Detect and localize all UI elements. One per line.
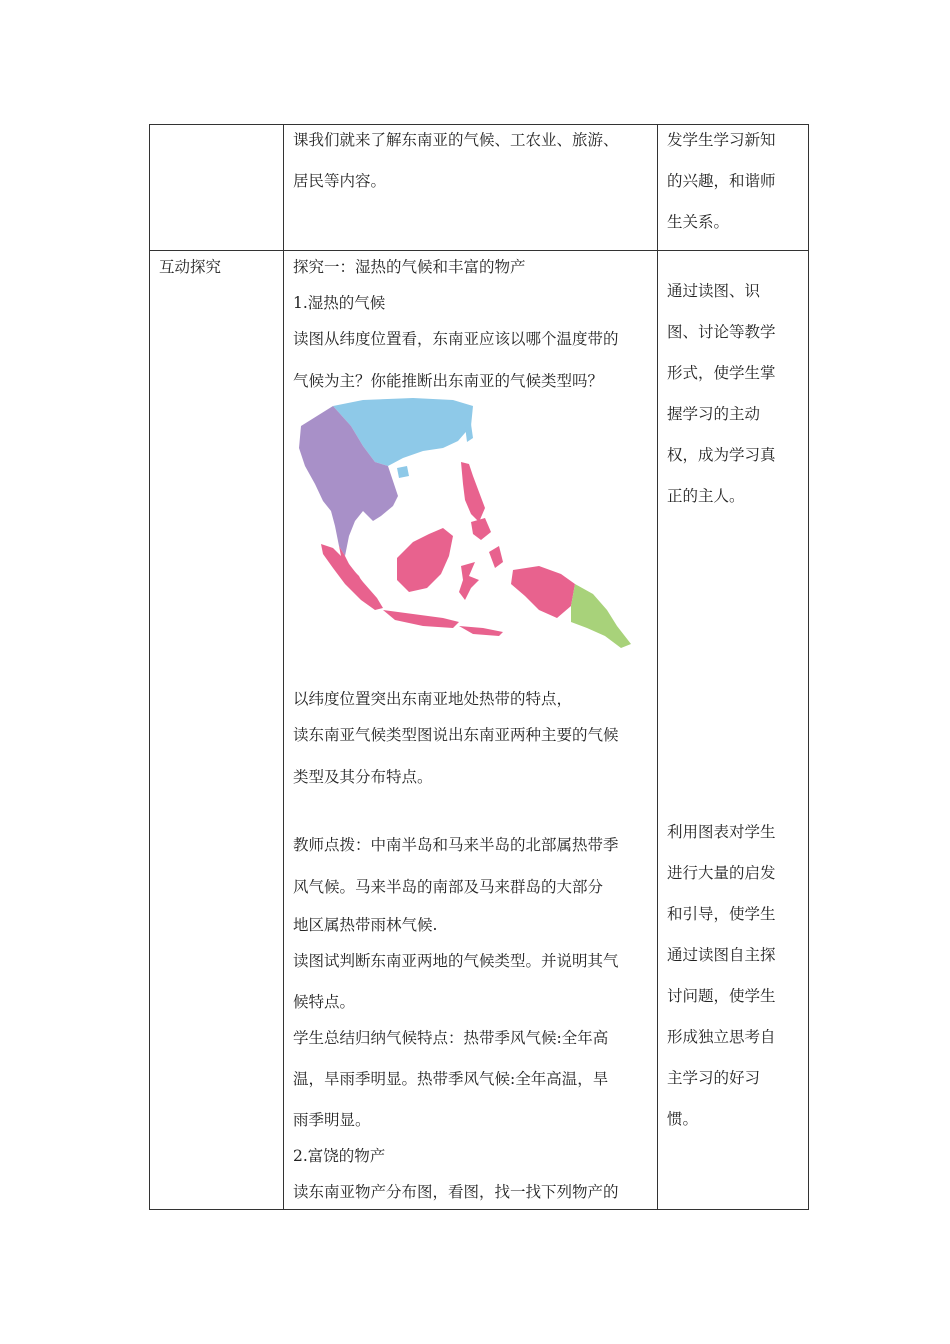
text-line: 讨问题，使学生 (667, 987, 776, 1005)
text-line: 读图从纬度位置看，东南亚应该以哪个温度带的 (293, 330, 619, 348)
papua-new-guinea (571, 584, 631, 648)
philippines (461, 462, 485, 522)
text-line: 读东南亚气候类型图说出东南亚两种主要的气候 (293, 726, 619, 744)
lesser-sunda (459, 626, 503, 636)
text-line: 地区属热带雨林气候. (293, 916, 438, 934)
text-line: 主学习的好习 (667, 1069, 761, 1087)
stage-cell (150, 251, 284, 1210)
text-line: 握学习的主动 (667, 405, 761, 423)
stage-label: 互动探究 (159, 258, 222, 276)
table-row (150, 125, 809, 251)
text-line: 进行大量的启发 (667, 864, 776, 882)
subsection-heading: 2.富饶的物产 (293, 1147, 386, 1165)
mindanao (471, 518, 491, 540)
text-line: 利用图表对学生 (667, 823, 776, 841)
text-line: 正的主人。 (667, 487, 745, 505)
maluku (489, 546, 503, 568)
west-papua (511, 566, 575, 618)
text-line: 通过读图自主探 (667, 946, 776, 964)
intent-cell (658, 125, 809, 251)
southeast-asia-map (293, 396, 633, 656)
text-line: 类型及其分布特点。 (293, 768, 433, 786)
hainan-region (397, 466, 409, 478)
text-line: 学生总结归纳气候特点：热带季风气候:全年高 (293, 1029, 609, 1047)
subsection-heading: 1.湿热的气候 (293, 294, 386, 312)
text-line: 通过读图、识 (667, 282, 761, 300)
text-line: 读图试判断东南亚两地的气候类型。并说明其气 (293, 952, 619, 970)
text-line: 发学生学习新知 (667, 131, 776, 149)
text-line: 以纬度位置突出东南亚地处热带的特点， (293, 690, 573, 708)
text-line: 权，成为学习真 (667, 446, 776, 464)
stage-cell-empty (150, 125, 284, 251)
intent-cell (658, 251, 809, 1210)
table-row (150, 251, 809, 1210)
text-line: 生关系。 (667, 213, 730, 231)
text-line: 温，旱雨季明显。热带季风气候:全年高温，旱 (293, 1070, 609, 1088)
taiwan-region (465, 424, 473, 442)
text-line: 课我们就来了解东南亚的气候、工农业、旅游、 (293, 131, 619, 149)
section-heading: 探究一：湿热的气候和丰富的物产 (293, 258, 526, 276)
sulawesi (459, 562, 479, 600)
text-line: 雨季明显。 (293, 1111, 371, 1129)
borneo (397, 528, 453, 592)
map-svg (293, 396, 633, 656)
text-line: 和引导，使学生 (667, 905, 776, 923)
text-line: 居民等内容。 (293, 172, 387, 190)
java (383, 610, 459, 628)
text-line: 气候为主？你能推断出东南亚的气候类型吗？ (293, 372, 604, 390)
text-line: 形成独立思考自 (667, 1028, 776, 1046)
text-line: 风气候。马来半岛的南部及马来群岛的大部分 (293, 878, 604, 896)
text-line: 惯。 (667, 1110, 699, 1128)
text-line: 图、讨论等教学 (667, 323, 776, 341)
text-line: 的兴趣，和谐师 (667, 172, 776, 190)
text-line: 读东南亚物产分布图，看图，找一找下列物产的 (293, 1183, 619, 1201)
sumatra (321, 544, 383, 610)
text-line: 候特点。 (293, 993, 356, 1011)
content-cell (284, 125, 658, 251)
text-line: 教师点拨：中南半岛和马来半岛的北部属热带季 (293, 836, 619, 854)
content-cell (284, 251, 658, 1210)
lesson-plan-table (149, 124, 809, 1210)
text-line: 形式，使学生掌 (667, 364, 776, 382)
